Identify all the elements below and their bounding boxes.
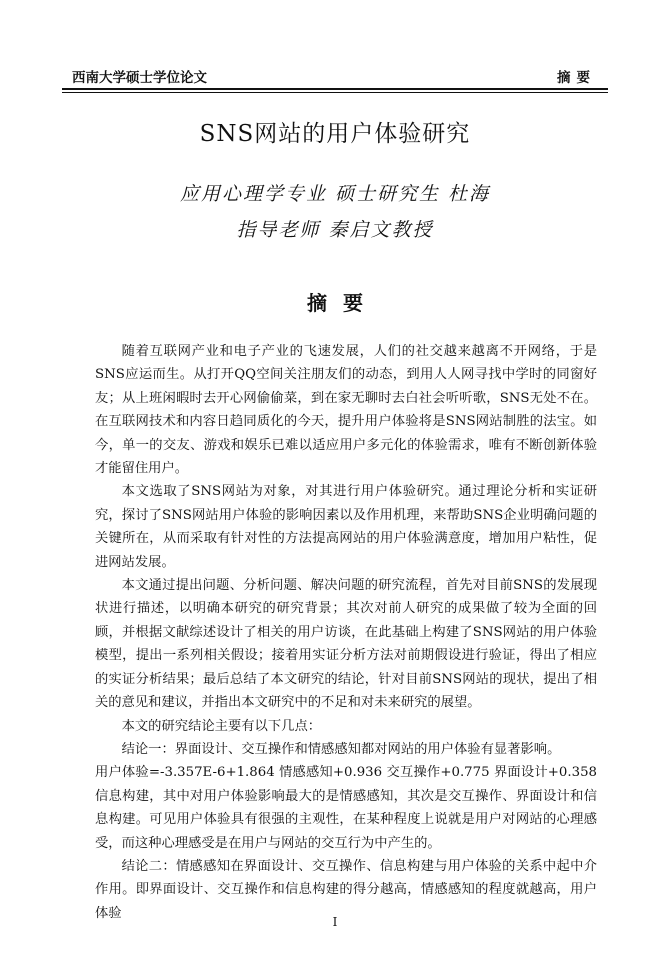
abstract-body bbox=[95, 340, 597, 925]
paragraph-conclusions-intro: 本文的研究结论主要有以下几点： bbox=[121, 718, 322, 734]
paragraph-objective: 本文选取了SNS网站为对象，对其进行用户体验研究。通过理论分析和实证研究，探讨了SNS网站用户体验的影响因素以及作用机理，来帮助SNS企业明确问题的关键所在，从而采取有针对性的方法提高网站的用户体验满意度，增加用户粘性，促进网站发展。 bbox=[95, 484, 597, 570]
header-section: 摘要 bbox=[557, 70, 596, 86]
advisor-line: 指导老师 秦启文教授 bbox=[236, 219, 434, 241]
header-rule-thin bbox=[62, 92, 608, 93]
author-line: 应用心理学专业 硕士研究生 杜海 bbox=[179, 183, 491, 205]
paragraph-background: 随着互联网产业和电子产业的飞速发展，人们的社交越来越离不开网络，于是SNS应运而生。从打开QQ空间关注朋友们的动态，到用人人网寻找中学时的同窗好友；从上班闲暇时去开心网偷偷菜，到在家无聊时去白社会听听歌，SNS无处不在。在互联网技术和内容日趋同质化的今天，提升用户体验将是SNS网站制胜的法宝。如今，单一的交友、游戏和娱乐已难以适应用户多元化的体验需求，唯有不断创新体验才能留住用户。 bbox=[95, 344, 597, 477]
paragraph-conclusion-two: 结论二：情感感知在界面设计、交互操作、信息构建与用户体验的关系中起中介作用。即界面设计、交互操作和信息构建的得分越高，情感感知的程度就越高，用户体验 bbox=[95, 858, 597, 921]
thesis-title: SNS网站的用户体验研究 bbox=[199, 121, 471, 147]
paragraph-conclusion-one: 结论一：界面设计、交互操作和情感感知都对网站的用户体验有显著影响。 bbox=[121, 741, 561, 757]
abstract-heading: 摘要 bbox=[307, 291, 379, 315]
paragraph-equation: 用户体验=-3.357E-6+1.864 情感感知+0.936 交互操作+0.775 界面设计+0.358 信息构建，其中对用户体验影响最大的是情感感知，其次是交互操作、界面设计和信息构建。可见用户体验具有很强的主观性，在某种程度上说就是用户对网站的心理感受，而这种心理感受是在用户与网站的交互行为中产生的。 bbox=[95, 765, 597, 851]
header-university: 西南大学硕士学位论文 bbox=[72, 70, 207, 86]
page-number: I bbox=[332, 915, 338, 929]
header-rule-thick bbox=[62, 88, 608, 90]
paragraph-method: 本文通过提出问题、分析问题、解决问题的研究流程，首先对目前SNS的发展现状进行描述，以明确本研究的研究背景；其次对前人研究的成果做了较为全面的回顾，并根据文献综述设计了相关的用户访谈，在此基础上构建了SNS网站的用户体验模型，提出一系列相关假设；接着用实证分析方法对前期假设进行验证，得出了相应的实证分析结果；最后总结了本文研究的结论，针对目前SNS网站的现状，提出了相关的意见和建议，并指出本文研究中的不足和对未来研究的展望。 bbox=[95, 578, 597, 711]
running-header bbox=[62, 66, 608, 88]
